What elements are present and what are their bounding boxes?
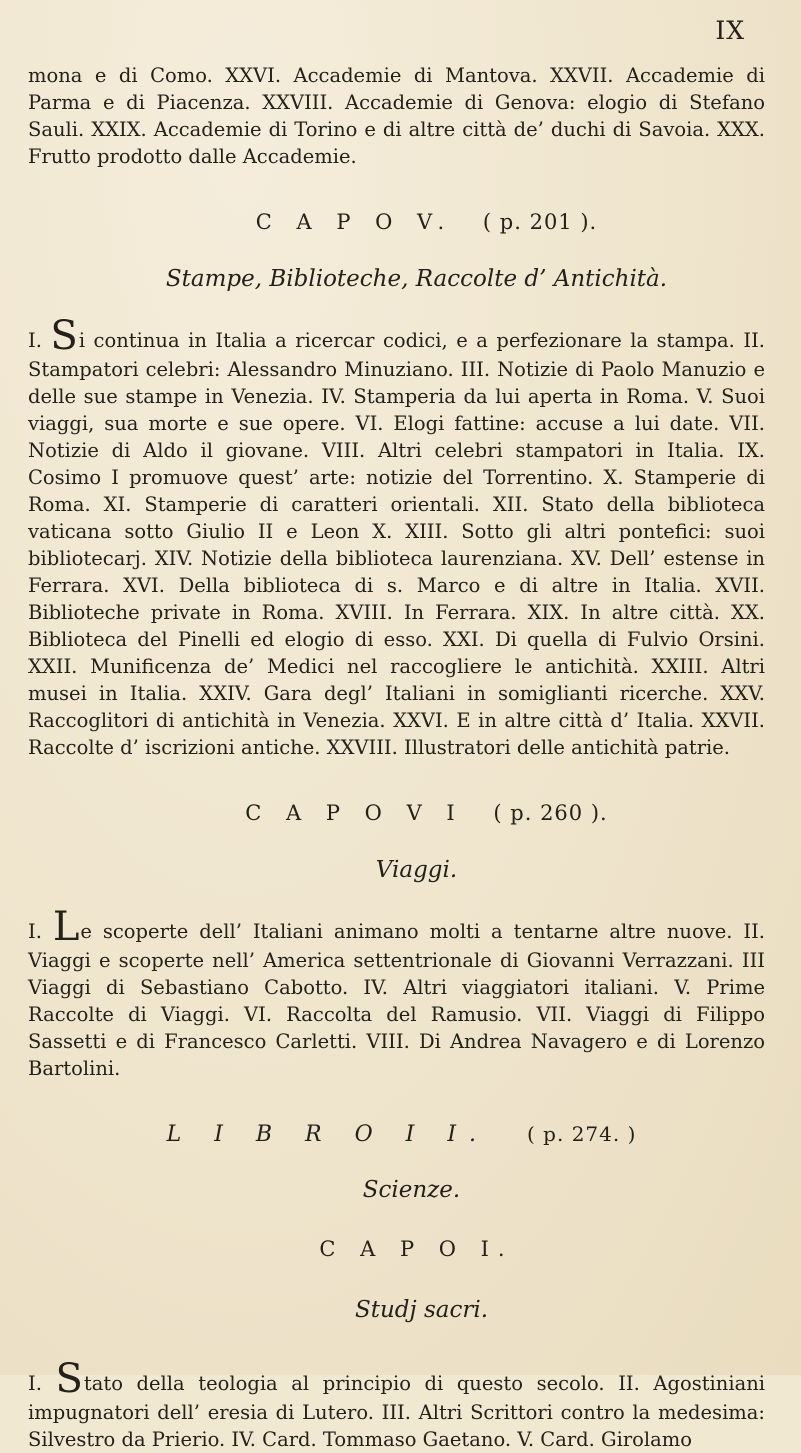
chapter-vi-page-ref: ( p. 260 ). — [493, 801, 608, 825]
libro-ii-page-ref: ( p. 274. ) — [527, 1122, 637, 1146]
chapter-v-title: Stampe, Biblioteche, Raccolte d’ Antichità. — [165, 266, 668, 292]
chapter-vi-summary: I. Le scoperte dell’ Italiani animano molti a tentarne altre nuove. II. Viaggi e scoperte nell’ America settentrionale di Giovanni Verrazzani. III Viaggi di Sebastiano Cabotto. IV. Altri viaggiatori italiani. V. Prime Raccolte di Viaggi. VI. Raccolta del Ramusio. VII. Viaggi di Filippo Sassetti e di Francesco Carletti. VIII. Di Andrea Navagero e di Lorenzo Bartolini. — [28, 904, 765, 1080]
chapter-v-heading — [28, 210, 765, 234]
chapter-v-summary: I. Si continua in Italia a ricercar codici, e a perfezionare la stampa. II. Stampatori celebri: Alessandro Minuziano. III. Notizie di Paolo Manuzio e delle sue stampe in Venezia. IV. Stamperia da lui aperta in Roma. V. Suoi viaggi, sua morte e sue opere. VI. Elogi fattine: accuse a lui date. VII. Notizie di Aldo il giovane. VIII. Altri celebri stampatori in Italia. IX. Cosimo I promuove quest’ arte: notizie del Torrentino. X. Stamperie di Roma. XI. Stamperie di caratteri orientali. XII. Stato della biblioteca vaticana sotto Giulio II e Leon X. XIII. Sotto gli altri pontefici: suoi bibliotecarj. XIV. Notizie della biblioteca laurenziana. XV. Dell’ estense in Ferrara. XVI. Della biblioteca di s. Marco e di altre in Italia. XVII. Biblioteche private in Roma. XVIII. In Ferrara. XIX. In altre città. XX. Biblioteca del Pinelli ed elogio di esso. XXI. Di quella di Fulvio Orsini. XXII. Munificenza de’ Medici nel raccogliere le antichità. XXIII. Altri musei in Italia. XXIV. Gara degl’ Italiani in somiglianti ricerche. XXV. Raccoglitori di antichità in Venezia. XXVI. E in altre città d’ Italia. XXVII. Raccolte d’ iscrizioni antiche. XXVIII. Illustratori delle antichità patrie. — [28, 313, 765, 759]
chapter-i-title: Studj sacri. — [354, 1297, 489, 1323]
page-number: IX — [715, 16, 745, 45]
chapter-vi-title: Viaggi. — [375, 857, 458, 883]
chapter-i-dropcap: S — [55, 1356, 83, 1402]
chapter-i-summary: I. Stato della teologia al principio di questo secolo. II. Agostiniani impugnatori dell’ eresia di Lutero. III. Altri Scrittori contro la medesima: Silvestro da Prierio. IV. Card. Tommaso Gaetano. V. Card. Girolamo — [28, 1356, 766, 1451]
continued-summary: mona e di Como. XXVI. Accademie di Mantova. XXVII. Accademie di Parma e di Piacenza. XXVIII. Accademie di Genova: elogio di Stefano Sauli. XXIX. Accademie di Torino e di altre città de’ duchi di Savoia. XXX. Frutto prodotto dalle Accademie. — [28, 64, 765, 168]
chapter-vi-dropcap: L — [52, 904, 80, 950]
chapter-i-heading: C A P O I. — [319, 1237, 514, 1261]
chapter-vi-heading — [28, 801, 765, 825]
libro-ii-heading — [28, 1122, 765, 1147]
chapter-v-dropcap: S — [50, 313, 78, 359]
chapter-i-text: tato della teologia al principio di questo secolo. II. Agostiniani impugnatori dell’ eresia di Lutero. III. Altri Scrittori contro la medesima: Silvestro da Prierio. IV. Card. Tommaso Gaetano. V. Card. Girolamo — [28, 1372, 766, 1451]
libro-ii-title: Scienze. — [362, 1177, 461, 1203]
chapter-v-text: i continua in Italia a ricercar codici, e a perfezionare la stampa. II. Stampatori celebri: Alessandro Minuziano. III. Notizie di Paolo Manuzio e delle sue stampe in Venezia. IV. Stamperia da lui aperta in Roma. V. Suoi viaggi, sua morte e sue opere. VI. Elogi fattine: accuse a lui date. VII. Notizie di Aldo il giovane. VIII. Altri celebri stampatori in Italia. IX. Cosimo I promuove quest’ arte: notizie del Torrentino. X. Stamperie di Roma. XI. Stamperie di caratteri orientali. XII. Stato della biblioteca vaticana sotto Giulio II e Leon X. XIII. Sotto gli altri pontefici: suoi bibliotecarj. XIV. Notizie della biblioteca laurenziana. XV. Dell’ estense in Ferrara. XVI. Della biblioteca di s. Marco e di altre in Italia. XVII. Biblioteche private in Roma. XVIII. In Ferrara. XIX. In altre città. XX. Biblioteca del Pinelli ed elogio di esso. XXI. Di quella di Fulvio Orsini. XXII. Munificenza de’ Medici nel raccogliere le antichità. XXIII. Altri musei in Italia. XXIV. Gara degl’ Italiani in somiglianti ricerche. XXV. Raccoglitori di antichità in Venezia. XXVI. E in altre città d’ Italia. XXVII. Raccolte d’ iscrizioni antiche. XXVIII. Illustratori delle antichità patrie. — [28, 329, 765, 759]
chapter-vi-text: e scoperte dell’ Italiani animano molti a tentarne altre nuove. II. Viaggi e scoperte nell’ America settentrionale di Giovanni Verrazzani. III Viaggi di Sebastiano Cabotto. IV. Altri viaggiatori italiani. V. Prime Raccolte di Viaggi. VI. Raccolta del Ramusio. VII. Viaggi di Filippo Sassetti e di Francesco Carletti. VIII. Di Andrea Navagero e di Lorenzo Bartolini. — [28, 920, 765, 1080]
chapter-vi-label: C A P O V I — [245, 801, 464, 825]
chapter-v-page-ref: ( p. 201 ). — [482, 210, 598, 234]
chapter-v-label: C A P O V. — [255, 210, 454, 234]
libro-ii-label: L I B R O I I. — [166, 1122, 490, 1147]
